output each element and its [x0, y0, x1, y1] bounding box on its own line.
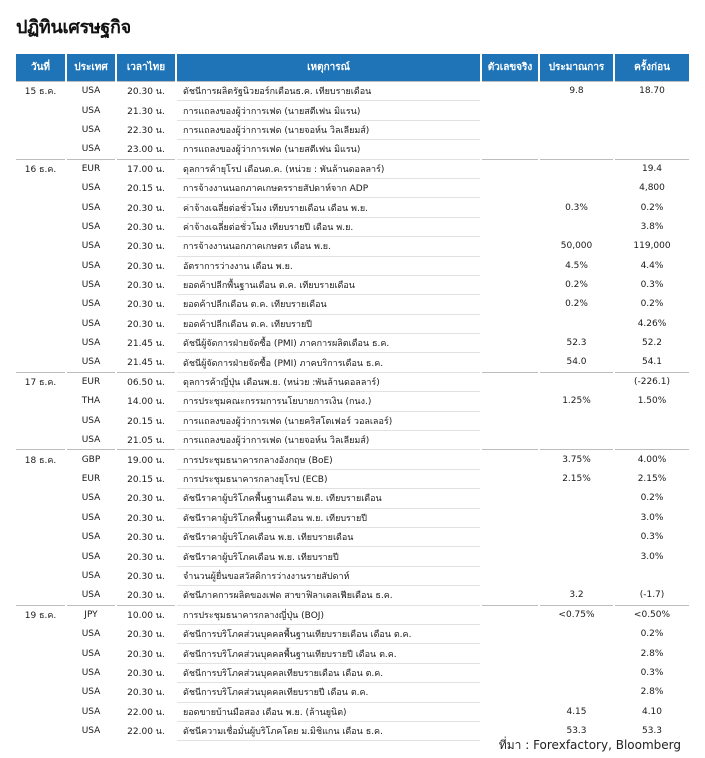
cell-country: USA [66, 663, 116, 682]
cell-previous: 0.3% [614, 275, 689, 294]
cell-forecast [539, 372, 614, 391]
table-row [16, 683, 689, 702]
table-row [16, 140, 689, 159]
cell-forecast: 9.8 [539, 82, 614, 101]
table-row [16, 237, 689, 256]
cell-previous: 54.1 [614, 353, 689, 372]
cell-country: USA [66, 547, 116, 566]
cell-previous [614, 120, 689, 139]
cell-actual [481, 120, 539, 139]
table-row [16, 663, 689, 682]
cell-time: 22.00 น. [116, 702, 176, 721]
cell-time: 21.05 น. [116, 431, 176, 450]
cell-event: การจ้างงานนอกภาคเกษตรรายสัปดาห์จาก ADP [176, 178, 481, 197]
cell-forecast [539, 101, 614, 120]
table-row [16, 508, 689, 527]
cell-country: USA [66, 353, 116, 372]
cell-forecast: 0.2% [539, 295, 614, 314]
cell-country: USA [66, 586, 116, 605]
cell-date [16, 721, 66, 740]
cell-country: USA [66, 508, 116, 527]
cell-forecast [539, 508, 614, 527]
cell-time: 20.30 น. [116, 566, 176, 585]
cell-forecast: 4.5% [539, 256, 614, 275]
cell-previous [614, 101, 689, 120]
cell-time: 20.30 น. [116, 586, 176, 605]
cell-time: 20.30 น. [116, 527, 176, 546]
cell-time: 20.30 น. [116, 314, 176, 333]
header-forecast: ประมาณการ [539, 54, 614, 82]
cell-forecast [539, 431, 614, 450]
cell-event: ยอดค้าปลีกพื้นฐานเดือน ต.ค. เทียบรายเดือน [176, 275, 481, 294]
cell-event: ดัชนีการบริโภคส่วนบุคคลเทียบรายปี เดือน ต.ค. [176, 683, 481, 702]
table-row [16, 334, 689, 353]
cell-country: EUR [66, 372, 116, 391]
cell-country: USA [66, 566, 116, 585]
header-country: ประเทศ [66, 54, 116, 82]
cell-date [16, 140, 66, 159]
cell-time: 17.00 น. [116, 159, 176, 178]
table-row [16, 372, 689, 391]
cell-country: USA [66, 644, 116, 663]
cell-event: ดัชนีภาคการผลิตของเฟด สาขาฟิลาเดลเฟียเดือน ธ.ค. [176, 586, 481, 605]
cell-forecast [539, 314, 614, 333]
cell-event: การประชุมคณะกรรมการนโยบายการเงิน (กนง.) [176, 392, 481, 411]
table-row [16, 469, 689, 488]
cell-date [16, 101, 66, 120]
cell-country: USA [66, 489, 116, 508]
cell-time: 20.30 น. [116, 198, 176, 217]
cell-event: ดัชนีการผลิตรัฐนิวยอร์กเดือนธ.ค. เทียบรายเดือน [176, 82, 481, 101]
cell-actual [481, 469, 539, 488]
cell-date: 18 ธ.ค. [16, 450, 66, 469]
cell-actual [481, 334, 539, 353]
cell-actual [481, 295, 539, 314]
table-row [16, 256, 689, 275]
cell-actual [481, 586, 539, 605]
cell-date [16, 644, 66, 663]
cell-event: การแถลงของผู้ว่าการเฟด (นายสตีเฟน มิแรน) [176, 140, 481, 159]
source-note: ที่มา : Forexfactory, Bloomberg [498, 738, 681, 752]
cell-actual [481, 605, 539, 624]
cell-time: 19.00 น. [116, 450, 176, 469]
cell-time: 21.45 น. [116, 334, 176, 353]
cell-previous: 0.2% [614, 624, 689, 643]
cell-actual [481, 547, 539, 566]
cell-event: อัตราการว่างงาน เดือน พ.ย. [176, 256, 481, 275]
cell-date [16, 547, 66, 566]
cell-event: การแถลงของผู้ว่าการเฟด (นายสตีเฟน มิแรน) [176, 101, 481, 120]
cell-date [16, 256, 66, 275]
cell-date [16, 431, 66, 450]
cell-time: 22.00 น. [116, 721, 176, 740]
cell-actual [481, 644, 539, 663]
cell-previous: 4,800 [614, 178, 689, 197]
cell-previous: <0.50% [614, 605, 689, 624]
table-row [16, 586, 689, 605]
cell-country: USA [66, 431, 116, 450]
table-row [16, 120, 689, 139]
cell-date [16, 527, 66, 546]
cell-country: JPY [66, 605, 116, 624]
cell-event: ดัชนีผู้จัดการฝ่ายจัดซื้อ (PMI) ภาคบริการเดือน ธ.ค. [176, 353, 481, 372]
cell-event: ดัชนีการบริโภคส่วนบุคคลพื้นฐานเทียบรายปี เดือน ต.ค. [176, 644, 481, 663]
cell-previous: (-226.1) [614, 372, 689, 391]
cell-event: ดัชนีผู้จัดการฝ่ายจัดซื้อ (PMI) ภาคการผลิตเดือน ธ.ค. [176, 334, 481, 353]
cell-actual [481, 624, 539, 643]
cell-previous: (-1.7) [614, 586, 689, 605]
cell-date [16, 508, 66, 527]
table-row [16, 159, 689, 178]
cell-forecast: 50,000 [539, 237, 614, 256]
cell-country: USA [66, 256, 116, 275]
cell-time: 20.15 น. [116, 178, 176, 197]
cell-previous: 2.8% [614, 683, 689, 702]
cell-forecast: 4.15 [539, 702, 614, 721]
cell-date [16, 314, 66, 333]
cell-previous: 3.0% [614, 508, 689, 527]
cell-event: ค่าจ้างเฉลี่ยต่อชั่วโมง เทียบรายเดือน เดือน พ.ย. [176, 198, 481, 217]
cell-time: 14.00 น. [116, 392, 176, 411]
cell-country: USA [66, 314, 116, 333]
cell-previous [614, 411, 689, 430]
cell-forecast: 3.2 [539, 586, 614, 605]
cell-country: USA [66, 120, 116, 139]
header-actual: ตัวเลขจริง [481, 54, 539, 82]
cell-actual [481, 489, 539, 508]
cell-time: 10.00 น. [116, 605, 176, 624]
cell-previous: 4.00% [614, 450, 689, 469]
cell-date [16, 178, 66, 197]
cell-previous: 0.2% [614, 295, 689, 314]
cell-country: USA [66, 334, 116, 353]
cell-time: 20.30 น. [116, 644, 176, 663]
cell-time: 20.30 น. [116, 295, 176, 314]
cell-previous: 4.10 [614, 702, 689, 721]
table-row [16, 353, 689, 372]
cell-actual [481, 159, 539, 178]
table-row [16, 489, 689, 508]
cell-time: 22.30 น. [116, 120, 176, 139]
cell-forecast [539, 547, 614, 566]
cell-time: 20.30 น. [116, 489, 176, 508]
cell-event: ดัชนีการบริโภคส่วนบุคคลพื้นฐานเทียบรายเดือน เดือน ต.ค. [176, 624, 481, 643]
cell-country: USA [66, 295, 116, 314]
cell-country: USA [66, 82, 116, 101]
cell-previous [614, 140, 689, 159]
cell-date [16, 120, 66, 139]
cell-date [16, 624, 66, 643]
cell-previous: 0.2% [614, 198, 689, 217]
cell-country: USA [66, 527, 116, 546]
cell-date [16, 275, 66, 294]
cell-time: 20.30 น. [116, 547, 176, 566]
cell-previous: 119,000 [614, 237, 689, 256]
cell-time: 20.30 น. [116, 508, 176, 527]
cell-forecast [539, 683, 614, 702]
cell-country: GBP [66, 450, 116, 469]
table-row [16, 702, 689, 721]
cell-previous: 3.8% [614, 217, 689, 236]
header-previous: ครั้งก่อน [614, 54, 689, 82]
cell-forecast [539, 411, 614, 430]
cell-forecast [539, 644, 614, 663]
table-row [16, 178, 689, 197]
cell-forecast [539, 178, 614, 197]
cell-previous: 18.70 [614, 82, 689, 101]
cell-actual [481, 237, 539, 256]
cell-country: USA [66, 721, 116, 740]
cell-date [16, 392, 66, 411]
header-time: เวลาไทย [116, 54, 176, 82]
cell-country: USA [66, 702, 116, 721]
cell-event: ยอดค้าปลีกเดือน ต.ค. เทียบรายเดือน [176, 295, 481, 314]
cell-previous: 4.4% [614, 256, 689, 275]
cell-previous [614, 431, 689, 450]
cell-country: USA [66, 101, 116, 120]
cell-previous: 3.0% [614, 547, 689, 566]
cell-country: USA [66, 275, 116, 294]
cell-actual [481, 508, 539, 527]
table-row [16, 547, 689, 566]
cell-date [16, 566, 66, 585]
cell-previous: 0.2% [614, 489, 689, 508]
cell-event: การแถลงของผู้ว่าการเฟด (นายจอห์น วิลเลียมส์) [176, 120, 481, 139]
cell-event: การประชุมธนาคารกลางอังกฤษ (BoE) [176, 450, 481, 469]
table-row [16, 411, 689, 430]
table-row [16, 217, 689, 236]
cell-event: ยอดค้าปลีกเดือน ต.ค. เทียบรายปี [176, 314, 481, 333]
cell-country: USA [66, 178, 116, 197]
cell-forecast: 0.3% [539, 198, 614, 217]
table-row [16, 605, 689, 624]
cell-date [16, 586, 66, 605]
cell-actual [481, 663, 539, 682]
table-row [16, 198, 689, 217]
cell-actual [481, 353, 539, 372]
cell-event: ดุลการค้าญี่ปุ่น เดือนพ.ย. (หน่วย :พันล้านดอลลาร์) [176, 372, 481, 391]
cell-previous: 0.3% [614, 663, 689, 682]
cell-forecast [539, 489, 614, 508]
cell-forecast [539, 566, 614, 585]
cell-previous: 2.15% [614, 469, 689, 488]
cell-actual [481, 198, 539, 217]
cell-country: THA [66, 392, 116, 411]
cell-actual [481, 256, 539, 275]
cell-forecast [539, 140, 614, 159]
cell-actual [481, 392, 539, 411]
cell-actual [481, 178, 539, 197]
cell-country: USA [66, 217, 116, 236]
cell-date: 16 ธ.ค. [16, 159, 66, 178]
economic-calendar-table [16, 54, 689, 741]
table-row [16, 644, 689, 663]
cell-event: การแถลงของผู้ว่าการเฟด (นายคริสโตเฟอร์ วอลเลอร์) [176, 411, 481, 430]
cell-forecast [539, 159, 614, 178]
cell-forecast [539, 527, 614, 546]
page-title: ปฏิทินเศรษฐกิจ [16, 17, 131, 38]
cell-actual [481, 431, 539, 450]
cell-previous: 0.3% [614, 527, 689, 546]
table-row [16, 392, 689, 411]
cell-time: 20.15 น. [116, 469, 176, 488]
cell-event: การประชุมธนาคารกลางยุโรป (ECB) [176, 469, 481, 488]
cell-actual [481, 217, 539, 236]
cell-country: USA [66, 237, 116, 256]
cell-forecast: 1.25% [539, 392, 614, 411]
cell-actual [481, 450, 539, 469]
cell-event: ดุลการค้ายุโรป เดือนต.ค. (หน่วย : พันล้านดอลลาร์) [176, 159, 481, 178]
cell-forecast: 2.15% [539, 469, 614, 488]
cell-previous: 53.3 [614, 721, 689, 740]
cell-actual [481, 527, 539, 546]
cell-date [16, 663, 66, 682]
cell-date: 15 ธ.ค. [16, 82, 66, 101]
table-row [16, 275, 689, 294]
table-row [16, 431, 689, 450]
cell-forecast: 3.75% [539, 450, 614, 469]
table-header-row [16, 54, 689, 82]
header-event: เหตุการณ์ [176, 54, 481, 82]
cell-time: 20.30 น. [116, 217, 176, 236]
cell-actual [481, 82, 539, 101]
table-row [16, 624, 689, 643]
cell-actual [481, 140, 539, 159]
cell-forecast: <0.75% [539, 605, 614, 624]
cell-date [16, 411, 66, 430]
cell-time: 20.30 น. [116, 624, 176, 643]
cell-event: ดัชนีราคาผู้บริโภคเดือน พ.ย. เทียบรายปี [176, 547, 481, 566]
cell-actual [481, 314, 539, 333]
table-row [16, 314, 689, 333]
cell-previous: 2.8% [614, 644, 689, 663]
cell-date [16, 334, 66, 353]
cell-country: USA [66, 198, 116, 217]
cell-event: ดัชนีราคาผู้บริโภคพื้นฐานเดือน พ.ย. เทียบรายปี [176, 508, 481, 527]
cell-date [16, 217, 66, 236]
cell-country: USA [66, 140, 116, 159]
cell-time: 21.45 น. [116, 353, 176, 372]
cell-time: 20.30 น. [116, 237, 176, 256]
cell-actual [481, 566, 539, 585]
cell-event: ดัชนีความเชื่อมั่นผู้บริโภคโดย ม.มิชิแกน เดือน ธ.ค. [176, 721, 481, 740]
cell-country: USA [66, 683, 116, 702]
cell-event: การแถลงของผู้ว่าการเฟด (นายจอห์น วิลเลียมส์) [176, 431, 481, 450]
cell-time: 20.15 น. [116, 411, 176, 430]
cell-actual [481, 702, 539, 721]
cell-date [16, 702, 66, 721]
cell-time: 06.50 น. [116, 372, 176, 391]
cell-date: 17 ธ.ค. [16, 372, 66, 391]
cell-event: การประชุมธนาคารกลางญี่ปุ่น (BOJ) [176, 605, 481, 624]
cell-country: EUR [66, 159, 116, 178]
cell-time: 20.30 น. [116, 683, 176, 702]
cell-previous [614, 566, 689, 585]
cell-forecast [539, 624, 614, 643]
cell-date [16, 295, 66, 314]
cell-date [16, 237, 66, 256]
cell-event: ดัชนีราคาผู้บริโภคเดือน พ.ย. เทียบรายเดือน [176, 527, 481, 546]
cell-event: ดัชนีการบริโภคส่วนบุคคลเทียบรายเดือน เดือน ต.ค. [176, 663, 481, 682]
cell-country: USA [66, 411, 116, 430]
cell-previous: 1.50% [614, 392, 689, 411]
cell-actual [481, 372, 539, 391]
cell-date [16, 198, 66, 217]
cell-previous: 52.2 [614, 334, 689, 353]
cell-forecast: 54.0 [539, 353, 614, 372]
cell-actual [481, 275, 539, 294]
cell-date [16, 683, 66, 702]
cell-time: 20.30 น. [116, 82, 176, 101]
cell-previous: 4.26% [614, 314, 689, 333]
cell-forecast: 0.2% [539, 275, 614, 294]
cell-forecast [539, 663, 614, 682]
cell-previous: 19.4 [614, 159, 689, 178]
cell-forecast: 52.3 [539, 334, 614, 353]
table-row [16, 450, 689, 469]
cell-date [16, 489, 66, 508]
cell-event: ยอดขายบ้านมือสอง เดือน พ.ย. (ล้านยูนิต) [176, 702, 481, 721]
header-date: วันที่ [16, 54, 66, 82]
table-body [16, 82, 689, 741]
cell-forecast [539, 120, 614, 139]
cell-event: การจ้างงานนอกภาคเกษตร เดือน พ.ย. [176, 237, 481, 256]
cell-country: USA [66, 624, 116, 643]
cell-date [16, 353, 66, 372]
table-row [16, 101, 689, 120]
cell-time: 20.30 น. [116, 256, 176, 275]
cell-date [16, 469, 66, 488]
cell-actual [481, 101, 539, 120]
table-row [16, 295, 689, 314]
cell-date: 19 ธ.ค. [16, 605, 66, 624]
table-row [16, 566, 689, 585]
cell-actual [481, 683, 539, 702]
table-row [16, 527, 689, 546]
cell-time: 20.30 น. [116, 663, 176, 682]
cell-actual [481, 411, 539, 430]
cell-event: ดัชนีราคาผู้บริโภคพื้นฐานเดือน พ.ย. เทียบรายเดือน [176, 489, 481, 508]
cell-forecast [539, 217, 614, 236]
cell-time: 20.30 น. [116, 275, 176, 294]
cell-forecast: 53.3 [539, 721, 614, 740]
cell-time: 23.00 น. [116, 140, 176, 159]
cell-time: 21.30 น. [116, 101, 176, 120]
cell-event: จำนวนผู้ยื่นขอสวัสดิการว่างงานรายสัปดาห์ [176, 566, 481, 585]
table-row [16, 82, 689, 101]
cell-country: EUR [66, 469, 116, 488]
cell-event: ค่าจ้างเฉลี่ยต่อชั่วโมง เทียบรายปี เดือน พ.ย. [176, 217, 481, 236]
